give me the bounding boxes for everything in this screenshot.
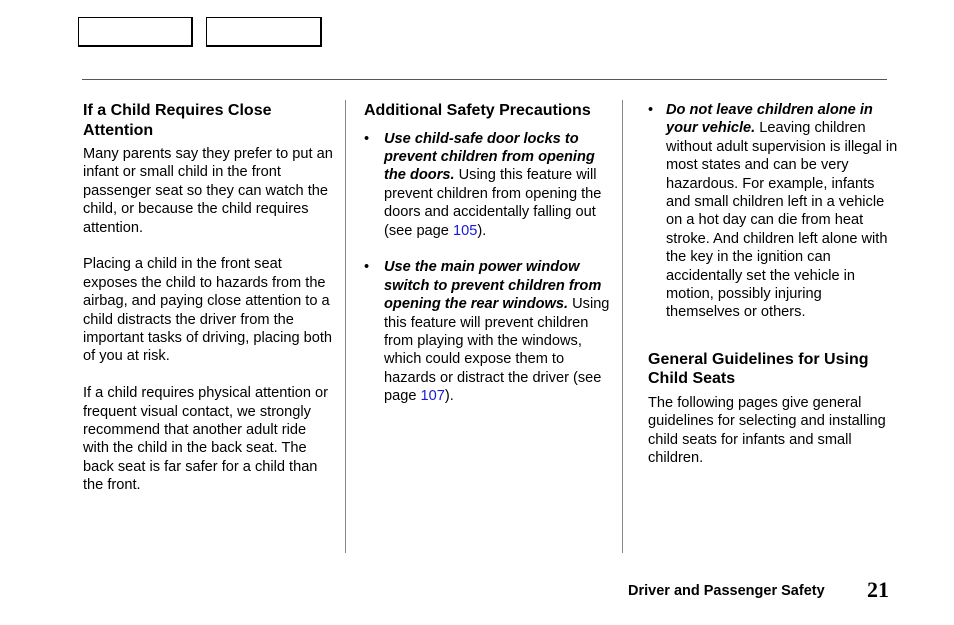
list-item-tail: ). [477,222,487,239]
page-link-105[interactable]: 105 [452,222,478,239]
next-page-button[interactable] [206,17,322,47]
section-heading-general-guidelines: General Guidelines for Using Child Seats [648,350,869,388]
footer-section-title: Driver and Passenger Safety [628,583,825,599]
header-divider [82,79,887,80]
list-item-lead: Use the main power window switch to prevent children from opening the rear windows. [384,259,602,313]
column-additional-precautions [364,101,614,406]
section-heading-additional-precautions: Additional Safety Precautions [364,102,591,119]
paragraph-front-seat-hazards: Placing a child in the front seat exposes the child to hazards from the airbag, and paying close attention to a child distracts the driver from the important tasks of driving, placing both of you at risk. [83,256,333,365]
column-close-attention [83,101,333,495]
paragraph-parents-prefer: Many parents say they prefer to put an infant or small child in the front passenger seat so they can watch the child, or because the child requires attention. [83,146,333,236]
precautions-list [364,130,614,406]
list-item-body: Using this feature will prevent children from playing with the windows, which could expose them to hazards or distract the driver (see page [384,296,610,405]
list-item-body: Leaving children without adult supervision is illegal in most states and can be very hazardous. For example, infants and small children left in a vehicle on a hot day can die from heat stroke. And children left alone with the key in the ignition can accidentally set the vehicle in motion, possibly injuring themselves or others. [666,120,898,321]
list-item-door-locks [364,130,614,240]
page-number: 21 [867,577,889,602]
list-item-lead: Use child-safe door locks to prevent children from opening the doors. [384,130,595,184]
list-item-do-not-leave-children [648,101,898,322]
list-item-body: Using this feature will prevent children from opening the doors and accidentally falling out (see page [384,167,602,239]
column-child-seats [648,101,898,468]
section-heading-close-attention: If a Child Requires Close Attention [83,102,272,139]
list-item-power-window [364,258,614,405]
previous-page-button[interactable] [78,17,193,47]
paragraph-following-pages: The following pages give general guidelines for selecting and installing child seats for infants and small children. [648,394,886,467]
paragraph-back-seat-recommendation: If a child requires physical attention or frequent visual contact, we strongly recommend that another adult ride with the child in the back seat. The back seat is far safer for a child than the front. [83,385,328,494]
list-item-tail: ). [444,388,454,405]
column-divider-2 [622,100,623,553]
page-link-107[interactable]: 107 [420,388,445,405]
warning-list [648,101,898,322]
list-item-lead: Do not leave children alone in your vehicle. [666,102,873,137]
column-divider-1 [345,100,346,553]
